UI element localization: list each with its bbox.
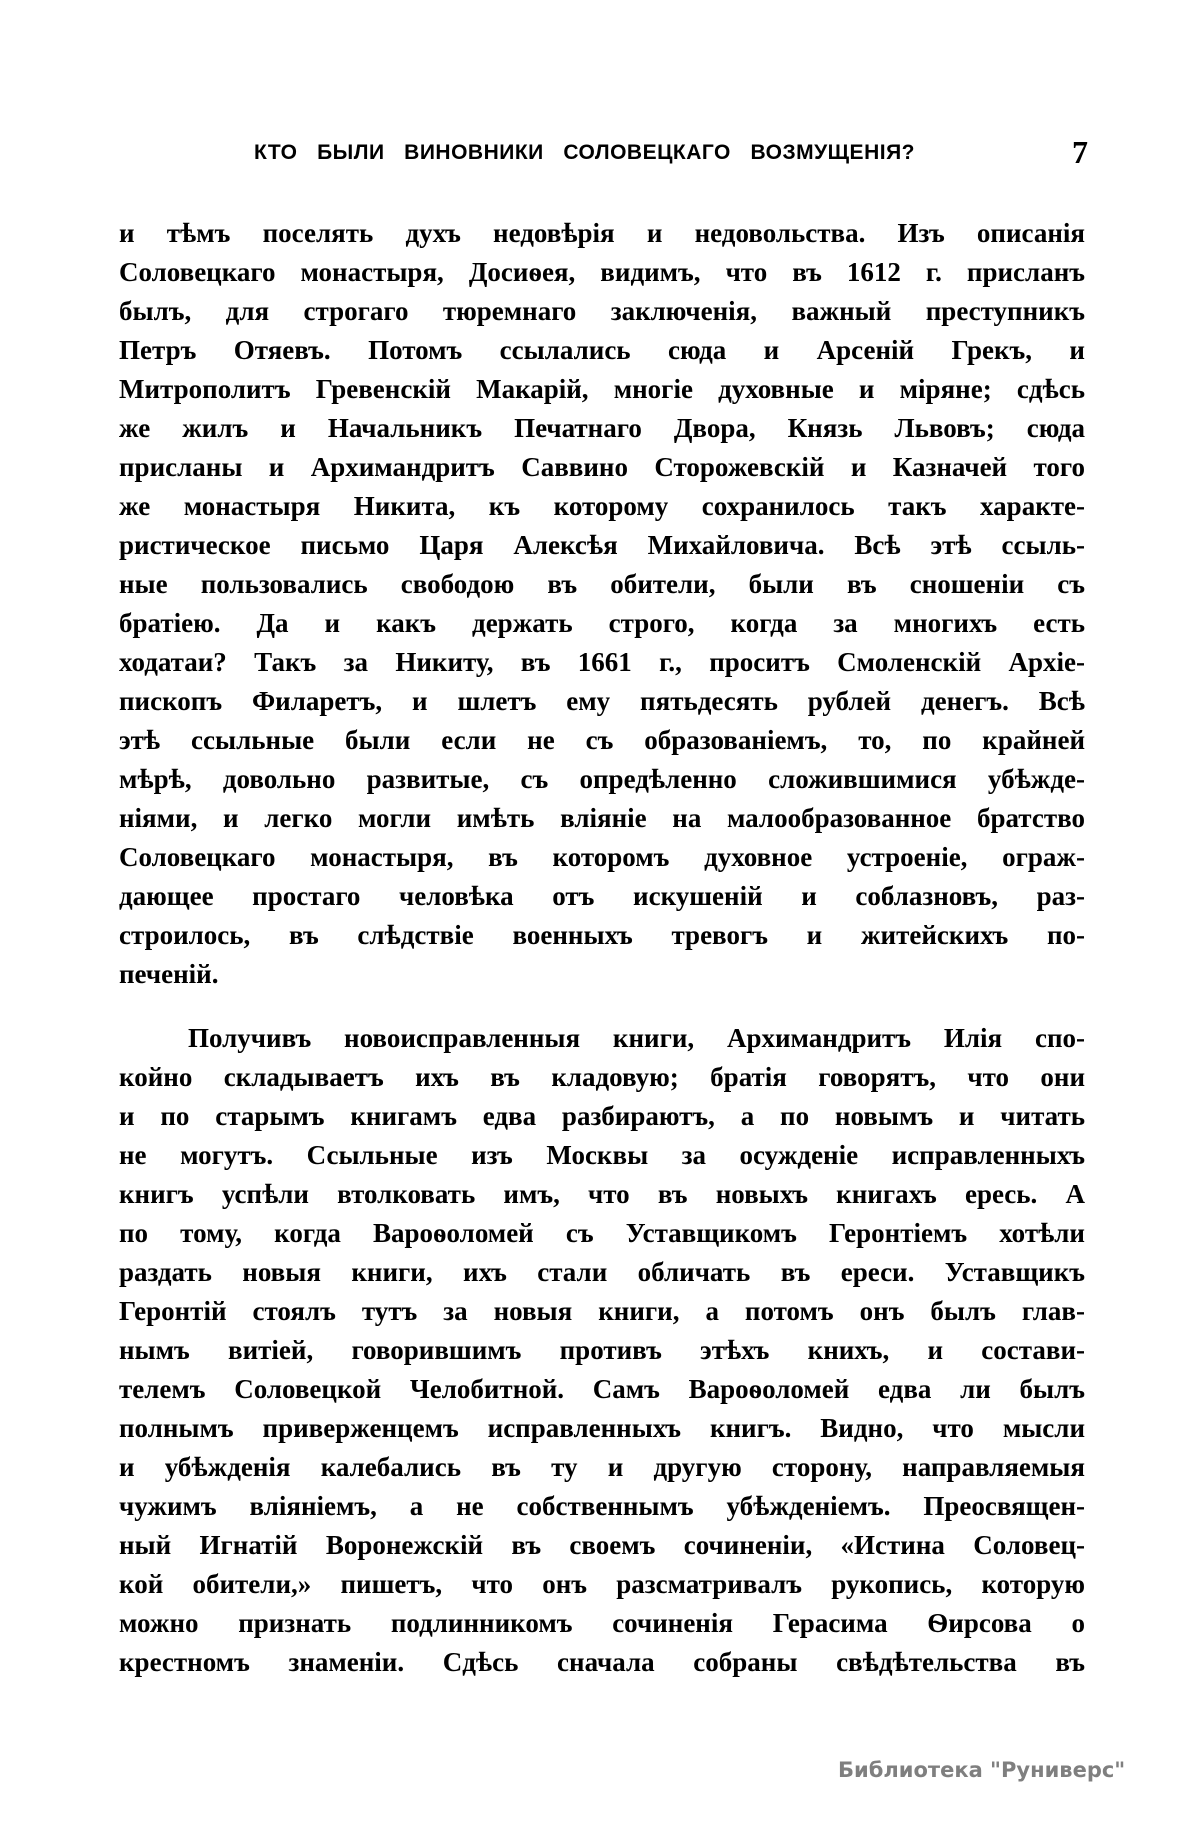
text-line: и тѣмъ поселять духъ недовѣрія и недовольства. Изъ описанія xyxy=(119,218,1085,248)
text-line: же монастыря Никита, къ которому сохранилось такъ характе- xyxy=(119,491,1085,521)
text-line: былъ, для строгаго тюремнаго заключенія, важный преступникъ xyxy=(119,296,1085,326)
text-line: кой обители,» пишетъ, что онъ разсматривалъ рукопись, которую xyxy=(119,1569,1085,1599)
text-line: ные пользовались свободою въ обители, были въ сношеніи съ xyxy=(119,569,1085,599)
text-line: Соловецкаго монастыря, Досиѳея, видимъ, что въ 1612 г. присланъ xyxy=(119,257,1085,287)
text-line: крестномъ знаменіи. Сдѣсь сначала собраны свѣдѣтельства въ xyxy=(119,1647,1085,1677)
text-line: нымъ витіей, говорившимъ противъ этѣхъ книхъ, и состави- xyxy=(119,1335,1085,1365)
running-title: КТО БЫЛИ ВИНОВНИКИ СОЛОВЕЦКАГО ВОЗМУЩЕНІЯ? xyxy=(254,141,915,164)
text-line: братіею. Да и какъ держать строго, когда за многихъ есть xyxy=(119,608,1085,638)
text-line: койно складываетъ ихъ въ кладовую; братія говорятъ, что они xyxy=(119,1062,1085,1092)
text-line: пископъ Филаретъ, и шлетъ ему пятьдесять рублей денегъ. Всѣ xyxy=(119,686,1085,716)
text-line: телемъ Соловецкой Челобитной. Самъ Вароѳоломей едва ли былъ xyxy=(119,1374,1085,1404)
text-line: и по старымъ книгамъ едва разбираютъ, а по новымъ и читать xyxy=(119,1101,1085,1131)
text-line: же жилъ и Начальникъ Печатнаго Двора, Князь Львовъ; сюда xyxy=(119,413,1085,443)
text-line: Петръ Отяевъ. Потомъ ссылались сюда и Арсеній Грекъ, и xyxy=(119,335,1085,365)
text-line: можно признать подлинникомъ сочиненія Герасима Ѳирсова о xyxy=(119,1608,1085,1638)
text-line: печеній. xyxy=(119,959,219,989)
text-line: ходатаи? Такъ за Никиту, въ 1661 г., проситъ Смоленскій Архіе- xyxy=(119,647,1085,677)
text-line: Соловецкаго монастыря, въ которомъ духовное устроеніе, ограж- xyxy=(119,842,1085,872)
page-number: 7 xyxy=(1072,134,1088,170)
paragraph-1 xyxy=(119,214,1085,994)
text-line: дающее простаго человѣка отъ искушеній и соблазновъ, раз- xyxy=(119,881,1085,911)
text-line: и убѣжденія калебались въ ту и другую сторону, направляемыя xyxy=(119,1452,1085,1482)
library-watermark: Библиотека "Руниверс" xyxy=(838,1758,1126,1782)
text-line: мѣрѣ, довольно развитые, съ опредѣленно сложившимися убѣжде- xyxy=(119,764,1085,794)
text-line: раздать новыя книги, ихъ стали обличать въ ереси. Уставщикъ xyxy=(119,1257,1085,1287)
text-line: не могутъ. Ссыльные изъ Москвы за осужденіе исправленныхъ xyxy=(119,1140,1085,1170)
text-line: Получивъ новоисправленныя книги, Архимандритъ Илія спо- xyxy=(188,1023,1085,1053)
text-line: присланы и Архимандритъ Саввино Сторожевскій и Казначей того xyxy=(119,452,1085,482)
text-line: Митрополитъ Гревенскій Макарій, многіе духовные и міряне; сдѣсь xyxy=(119,374,1085,404)
paragraph-2 xyxy=(119,1019,1085,1682)
text-line: полнымъ приверженцемъ исправленныхъ книгъ. Видно, что мысли xyxy=(119,1413,1085,1443)
text-line: по тому, когда Вароѳоломей съ Уставщикомъ Геронтіемъ хотѣли xyxy=(119,1218,1085,1248)
text-line: ніями, и легко могли имѣть вліяніе на малообразованное братство xyxy=(119,803,1085,833)
text-line: этѣ ссыльные были если не съ образованіемъ, то, по крайней xyxy=(119,725,1085,755)
text-line: чужимъ вліяніемъ, а не собственнымъ убѣжденіемъ. Преосвящен- xyxy=(119,1491,1085,1521)
text-line: строилось, въ слѣдствіе военныхъ тревогъ и житейскихъ по- xyxy=(119,920,1085,950)
text-line: Геронтій стоялъ тутъ за новыя книги, а потомъ онъ былъ глав- xyxy=(119,1296,1085,1326)
text-line: книгъ успѣли втолковать имъ, что въ новыхъ книгахъ ересь. А xyxy=(119,1179,1085,1209)
text-line: ристическое письмо Царя Алексѣя Михайловича. Всѣ этѣ ссыль- xyxy=(119,530,1085,560)
text-line: ный Игнатій Воронежскій въ своемъ сочиненіи, «Истина Соловец- xyxy=(119,1530,1085,1560)
